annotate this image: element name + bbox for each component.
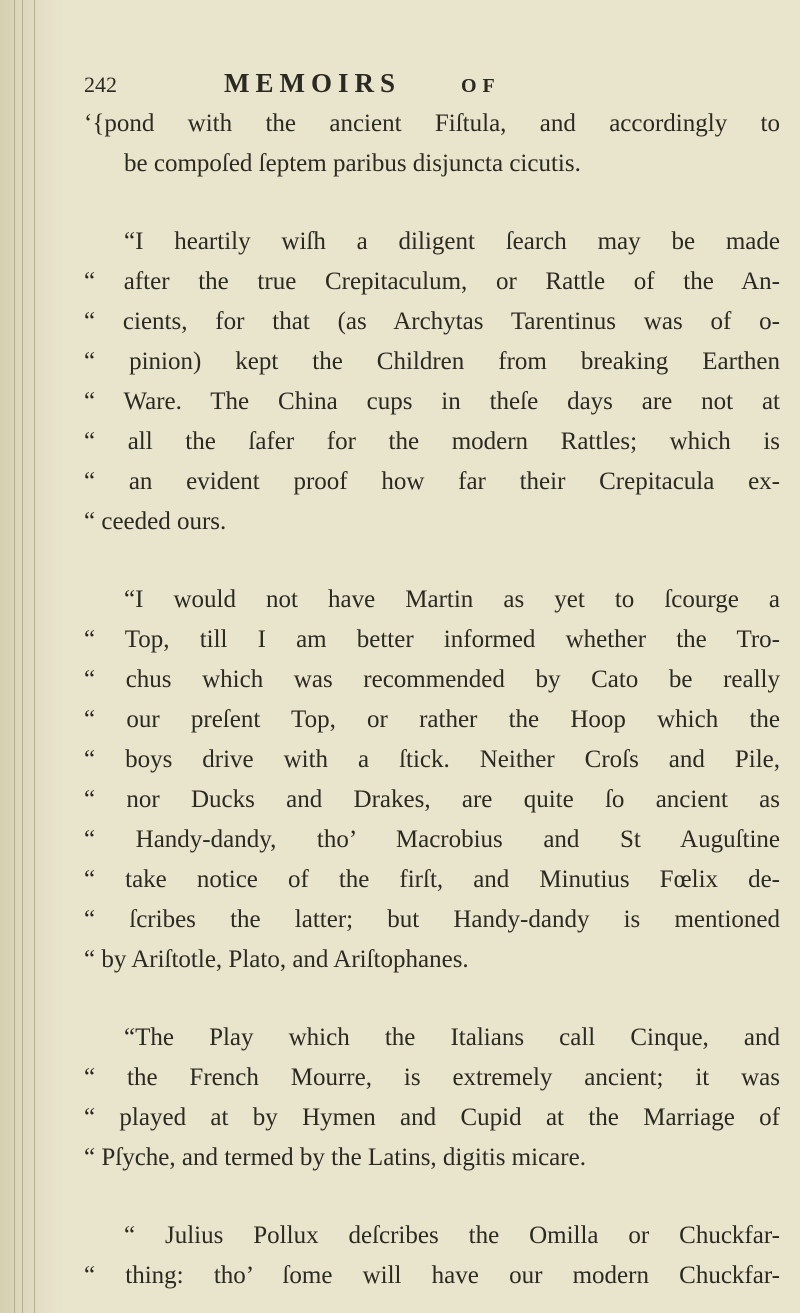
text-line: “ Pſyche, and termed by the Latins, digitis micare. [84, 1144, 586, 1171]
page-number: 242 [84, 72, 117, 97]
text-line: “ Handy-dandy, tho’ Macrobius and St Auguſtine [84, 826, 780, 853]
gutter-line [22, 0, 23, 1313]
running-title-of: OF [461, 75, 501, 97]
text-line: be compoſed ſeptem paribus disjuncta cicutis. [124, 150, 581, 177]
text-line: “ all the ſafer for the modern Rattles; which is [84, 428, 780, 455]
text-line: “ boys drive with a ſtick. Neither Croſs and Pile, [84, 746, 780, 773]
text-line: “ pinion) kept the Children from breaking Earthen [84, 348, 780, 375]
book-page [84, 68, 780, 1296]
quote-paragraph-omilla [84, 1216, 780, 1296]
quote-paragraph-rattle [84, 222, 780, 542]
text-line: ‘{pond with the ancient Fiſtula, and accordingly to [84, 110, 780, 137]
quote-paragraph-top [84, 580, 780, 980]
text-line: “ take notice of the firſt, and Minutius Fœlix de- [84, 866, 780, 893]
text-line: “ played at by Hymen and Cupid at the Marriage of [84, 1104, 780, 1131]
quote-paragraph-cinque [84, 1018, 780, 1178]
text-line: “The Play which the Italians call Cinque, and [124, 1024, 780, 1051]
text-line: “ Julius Pollux deſcribes the Omilla or Chuckfar- [124, 1222, 780, 1249]
text-line: “I would not have Martin as yet to ſcourge a [124, 586, 780, 613]
text-line: “ nor Ducks and Drakes, are quite ſo ancient as [84, 786, 780, 813]
text-line: “ an evident proof how far their Crepitacula ex- [84, 468, 780, 495]
text-line: “I heartily wiſh a diligent ſearch may be made [124, 228, 780, 255]
text-line: “ after the true Crepitaculum, or Rattle of the An- [84, 268, 780, 295]
text-line: “ ceeded ours. [84, 508, 227, 535]
text-line: “ by Ariſtotle, Plato, and Ariſtophanes. [84, 946, 469, 973]
text-line: “ Ware. The China cups in theſe days are not at [84, 388, 780, 415]
text-line: “ cients, for that (as Archytas Tarentinus was of o- [84, 308, 780, 335]
running-head [84, 68, 780, 104]
opening-paragraph [84, 104, 780, 184]
text-line: “ the French Mourre, is extremely ancient; it was [84, 1064, 780, 1091]
text-line: “ ſcribes the latter; but Handy-dandy is mentioned [84, 906, 780, 933]
text-line: “ chus which was recommended by Cato be really [84, 666, 780, 693]
binding-gutter [0, 0, 62, 1313]
text-line: “ Top, till I am better informed whether the Tro- [84, 626, 780, 653]
gutter-line [34, 0, 35, 1313]
text-line: “ thing: tho’ ſome will have our modern Chuckfar- [84, 1262, 780, 1289]
text-line: “ our preſent Top, or rather the Hoop which the [84, 706, 780, 733]
gutter-line [14, 0, 15, 1313]
running-title: MEMOIRS [224, 68, 401, 98]
